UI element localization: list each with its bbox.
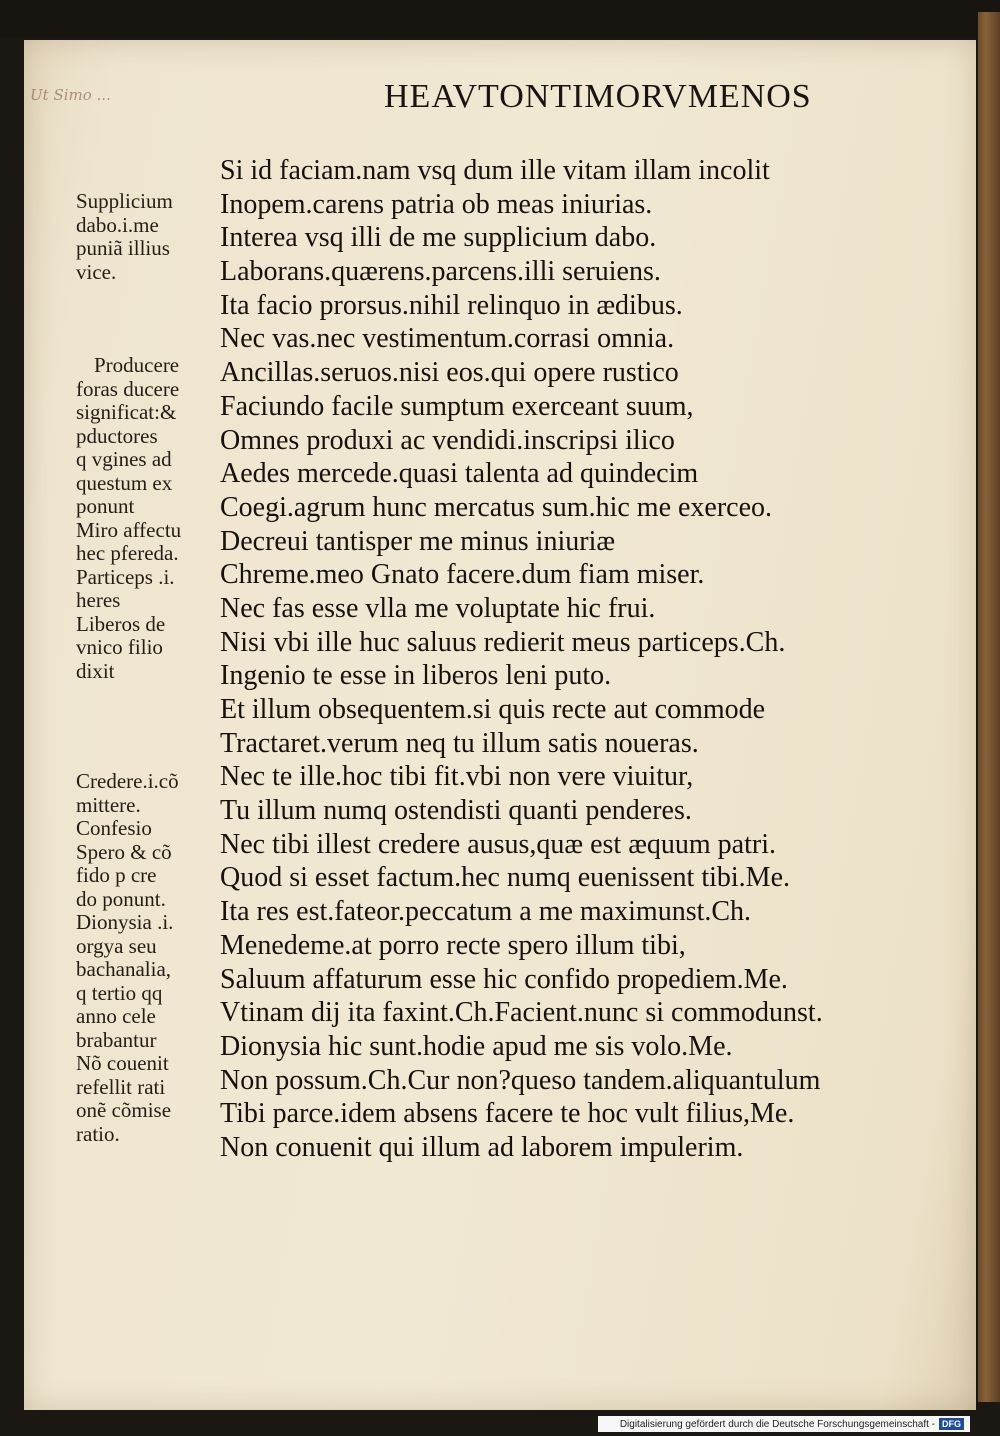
- verse-line: Ita facio prorsus.nihil relinquo in ædibus.: [220, 289, 683, 321]
- verse-line: Ita res est.fateor.peccatum a me maximunst.Ch.: [220, 896, 752, 928]
- verse-line: Nec fas esse vlla me voluptate hic frui.: [220, 592, 656, 624]
- gloss-line: Credere.i.cõ: [76, 769, 179, 793]
- verse-line: Inopem.carens patria ob meas iniurias.: [220, 188, 653, 220]
- gloss-line: do ponunt.: [76, 886, 166, 911]
- handwritten-annotation: Ut Simo ...: [30, 86, 111, 104]
- verse-line: Nec vas.nec vestimentum.corrasi omnia.: [220, 323, 675, 355]
- gloss-line: refellit rati: [76, 1074, 166, 1099]
- verse-line: Quod si esset factum.hec numq euenissent tibi.Me.: [220, 862, 790, 894]
- gloss-line: q tertio qq: [76, 980, 163, 1005]
- verse-line: Vtinam dij ita faxint.Ch.Facient.nunc si commodunst.: [220, 997, 823, 1029]
- gloss-line: significat:&: [76, 400, 177, 424]
- gloss-line: fido p cre: [76, 863, 157, 887]
- gloss-line: mittere.: [76, 792, 141, 817]
- verse-line: Ingenio te esse in liberos leni puto.: [220, 660, 612, 692]
- gloss-line: foras ducere: [76, 376, 180, 401]
- verse-line: Aedes mercede.quasi talenta ad quindecim: [220, 458, 699, 490]
- gloss-line: dixit: [76, 658, 115, 683]
- gloss-line: heres: [76, 588, 121, 612]
- verse-line: Si id faciam.nam vsq dum ille vitam illam incolit: [220, 155, 770, 186]
- verse-line: Decreui tantisper me minus iniuriæ: [220, 525, 616, 557]
- credit-text: Digitalisierung gefördert durch die Deutsche Forschungsgemeinschaft -: [619, 1418, 935, 1430]
- verse-line: Ancillas.seruos.nisi eos.qui opere rustico: [220, 357, 679, 389]
- verse-line: Tibi parce.idem absens facere te hoc vult filius,Me.: [220, 1098, 795, 1130]
- verse-line: Faciundo facile sumptum exerceant suum,: [220, 390, 694, 422]
- verse-line: Menedeme.at porro recte spero illum tibi,: [220, 929, 686, 961]
- gloss-line: ponunt: [76, 494, 135, 518]
- verse-line: Non conuenit qui illum ad laborem impulerim.: [220, 1131, 744, 1163]
- verse-line: Tractaret.verum neq tu illum satis noueras.: [220, 727, 699, 759]
- gloss-line: orgya seu: [76, 933, 157, 958]
- gloss-line: Miro affectu: [76, 517, 182, 542]
- gloss-line: Supplicium: [76, 189, 173, 213]
- gloss-line: puniã illius: [76, 236, 170, 260]
- verse-line: Omnes produxi ac vendidi.inscripsi ilico: [220, 424, 675, 456]
- verse-line: Coegi.agrum hunc mercatus sum.hic me exerceo.: [220, 491, 773, 523]
- margin-gloss-1: [76, 190, 216, 284]
- gloss-line: pductores: [76, 423, 158, 448]
- gloss-line: Confesio: [76, 816, 152, 840]
- verse-line: Nec tibi illest credere ausus,quæ est æquum patri.: [220, 828, 776, 860]
- digitization-credit: [598, 1416, 970, 1432]
- gloss-line: anno cele: [76, 1004, 156, 1028]
- gloss-line: vnico filio: [76, 635, 163, 659]
- verse-line: Tu illum numq ostendisti quanti penderes.: [220, 795, 692, 827]
- verse-line: Non possum.Ch.Cur non?queso tandem.aliquantulum: [220, 1064, 821, 1096]
- gloss-line: bachanalia,: [76, 957, 172, 981]
- gloss-line: q vgines ad: [76, 447, 172, 471]
- verse-line: Nisi vbi ille huc saluus redierit meus particeps.Ch.: [220, 626, 786, 658]
- gloss-line: Producere: [94, 353, 180, 377]
- verse-text: [220, 154, 920, 1165]
- gloss-line: ratio.: [76, 1121, 120, 1146]
- gloss-line: questum ex: [76, 470, 173, 495]
- verse-line: Laborans.quærens.parcens.illi seruiens.: [220, 256, 661, 288]
- verse-line: Et illum obsequentem.si quis recte aut commode: [220, 694, 766, 725]
- verse-line: Interea vsq illi de me supplicium dabo.: [220, 222, 657, 254]
- verse-line: Dionysia hic sunt.hodie apud me sis volo.Me.: [220, 1030, 733, 1062]
- dfg-logo-icon: DFG: [939, 1418, 964, 1430]
- gloss-line: Liberos de: [76, 611, 166, 636]
- verse-line: Nec te ille.hoc tibi fit.vbi non vere viuitur,: [220, 761, 694, 793]
- running-title: HEAVTONTIMORVMENOS: [384, 78, 812, 115]
- gloss-line: dabo.i.me: [76, 212, 159, 237]
- gloss-line: Nõ couenit: [76, 1051, 169, 1075]
- scan-background: [0, 0, 1000, 38]
- gloss-line: brabantur: [76, 1027, 157, 1052]
- verse-line: Chreme.meo Gnato facere.dum fiam miser.: [220, 559, 705, 591]
- gloss-line: Dionysia .i.: [76, 910, 174, 934]
- gloss-line: Spero & cõ: [76, 839, 172, 864]
- gloss-line: hec pfereda.: [76, 541, 179, 565]
- margin-gloss-2: [76, 354, 216, 683]
- margin-gloss-3: [76, 770, 216, 1146]
- gloss-line: Particeps .i.: [76, 564, 175, 589]
- gloss-line: vice.: [76, 259, 117, 284]
- gloss-line: onẽ cõmise: [76, 1098, 172, 1122]
- verse-line: Saluum affaturum esse hic confido propediem.Me.: [220, 963, 788, 995]
- book-edge: [978, 12, 1000, 1402]
